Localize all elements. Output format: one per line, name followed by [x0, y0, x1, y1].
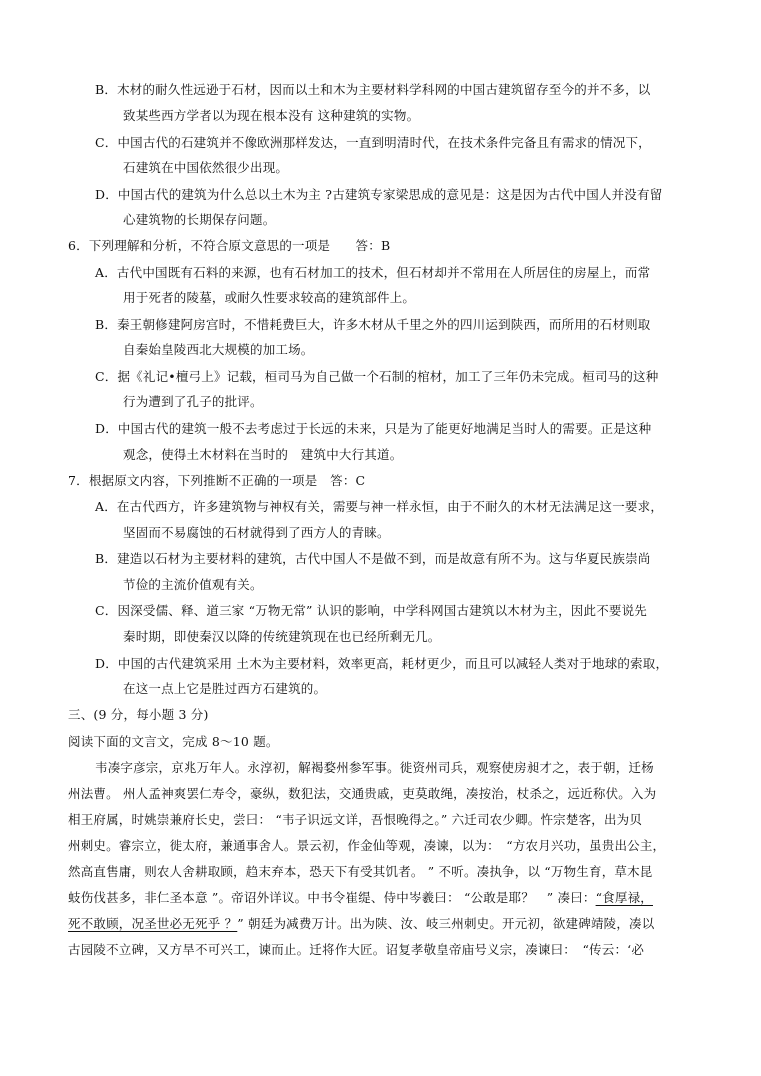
option-c-q5-line1: C．中国古代的石建筑并不像欧洲那样发达，一直到明清时代，在技术条件完备且有需求的情况下， [95, 135, 651, 150]
underlined-quote-part1: “食厚禄， [595, 890, 653, 905]
passage-line-4: 州刺史。睿宗立，徙太府，兼通事舍人。景云初，作金仙等观，凑谏，以为： “方农月兴功，虽贵出公主， [68, 838, 666, 853]
option-d-q7-line2: 在这一点上它是胜过西方石建筑的。 [123, 681, 327, 696]
passage-line-1: 韦凑字彦宗，京兆万年人。永淳初，解褐婺州参军事。徙资州司兵，观察使房昶才之，表于朝，迁杨 [95, 760, 654, 775]
passage-line-7 [68, 918, 654, 931]
option-b-q7-line1: B．建造以石材为主要材料的建筑，古代中国人不是做不到，而是故意有所不为。这与华夏民族崇尚 [95, 551, 651, 566]
option-c-q6-line2: 行为遭到了孔子的批评。 [123, 394, 263, 409]
option-c-q5-line2: 石建筑在中国依然很少出现。 [123, 160, 289, 175]
option-d-q7-line1: D．中国的古代建筑采用 土木为主要材料，效率更高，耗材更少，而且可以减轻人类对于地球的索取， [95, 656, 669, 671]
underlined-quote-part2: 死不敢顾，况圣世必无死乎 ？ [68, 916, 238, 931]
option-c-q6-line1: C．据《礼记•檀弓上》记载，桓司马为自己做一个石制的棺材，加工了三年仍未完成。桓司马的这种 [95, 369, 659, 384]
option-b-q5-line1: B．木材的耐久性远逊于石材，因而以土和木为主要材料学科网的中国古建筑留存至今的并不多，以 [95, 82, 651, 97]
option-c-q7-line1: C．因深受儒、释、道三家 “万物无常” 认识的影响，中学科网国古建筑以木材为主，因此不要说先 [95, 603, 647, 618]
option-d-q6-line2: 观念，使得土木材料在当时的 建筑中大行其道。 [123, 447, 403, 462]
option-d-q5-line1: D．中国古代的建筑为什么总以土木为主 ?古建筑专家梁思成的意见是：这是因为古代中国人并没有留 [95, 187, 663, 202]
passage-line-6 [68, 892, 653, 905]
passage-line-5: 然高直售庸，则农人舍耕取顾，趋末弃本，恐天下有受其饥者。 ” 不听。凑执争，以 “万物生育，草木昆 [68, 864, 653, 879]
passage-line-2: 州法曹。 州人孟神爽罢仁寿令，豪纵，数犯法，交通贵戚，吏莫敢绳，凑按治，杖杀之，远近称伏。入为 [68, 786, 657, 801]
option-d-q6-line1: D．中国古代的建筑一般不去考虑过于长远的未来，只是为了能更好地满足当时人的需要。正是这种 [95, 421, 652, 436]
passage-line-8: 古园陵不立碑，又方旱不可兴工，谏而止。迁将作大匠。诏复孝敬皇帝庙号义宗，凑谏曰： “传云：‘必 [68, 942, 645, 957]
section-three-heading: 三、(9 分，每小题 3 分) [68, 707, 209, 722]
option-a-q7-line2: 坚固而不易腐蚀的石材就得到了西方人的青睐。 [123, 525, 390, 540]
option-c-q7-line2: 秦时期，即使秦汉以降的传统建筑现在也已经所剩无几。 [123, 629, 441, 644]
option-a-q7-line1: A．在古代西方，许多建筑物与神权有关，需要与神一样永恒，由于不耐久的木材无法满足这一要求， [95, 499, 664, 514]
option-a-q6-line2: 用于死者的陵墓，或耐久性要求较高的建筑部件上。 [123, 290, 416, 305]
option-b-q5-line2: 致某些西方学者以为现在根本没有 这种建筑的实物。 [123, 108, 420, 123]
passage-line-6-text: 蚑伤伐甚多，非仁圣本意 ”。帝诏外详议。中书令崔缇、侍中岑羲曰： “公敢是耶？ ” 凑曰： [68, 890, 596, 905]
option-a-q6-line1: A．古代中国既有石料的来源，也有石材加工的技术，但石材却并不常用在人所居住的房屋上，而常 [95, 265, 651, 280]
question-6-stem: 6．下列理解和分析，不符合原文意思的一项是 答：B [68, 238, 391, 253]
passage-line-3: 相王府属，时姚崇兼府长史，尝曰： “韦子识远文详，吾恨晚得之。” 六迁司农少卿。忤宗楚客，出为贝 [68, 812, 643, 827]
option-b-q6-line1: B．秦王朝修建阿房宫时，不惜耗费巨大，许多木材从千里之外的四川运到陕西，而所用的石材则取 [95, 317, 651, 332]
question-7-stem: 7．根据原文内容，下列推断不正确的一项是 答：C [68, 473, 366, 488]
reading-instruction: 阅读下面的文言文，完成 8～10 题。 [68, 734, 279, 749]
option-b-q6-line2: 自秦始皇陵西北大规模的加工场。 [123, 342, 314, 357]
option-d-q5-line2: 心建筑物的长期保存问题。 [123, 212, 276, 227]
option-b-q7-line2: 节俭的主流价值观有关。 [123, 577, 263, 592]
passage-line-7-text: ” 朝廷为减费万计。出为陕、汝、岐三州刺史。开元初，欲建碑靖陵，凑以 [237, 916, 655, 931]
